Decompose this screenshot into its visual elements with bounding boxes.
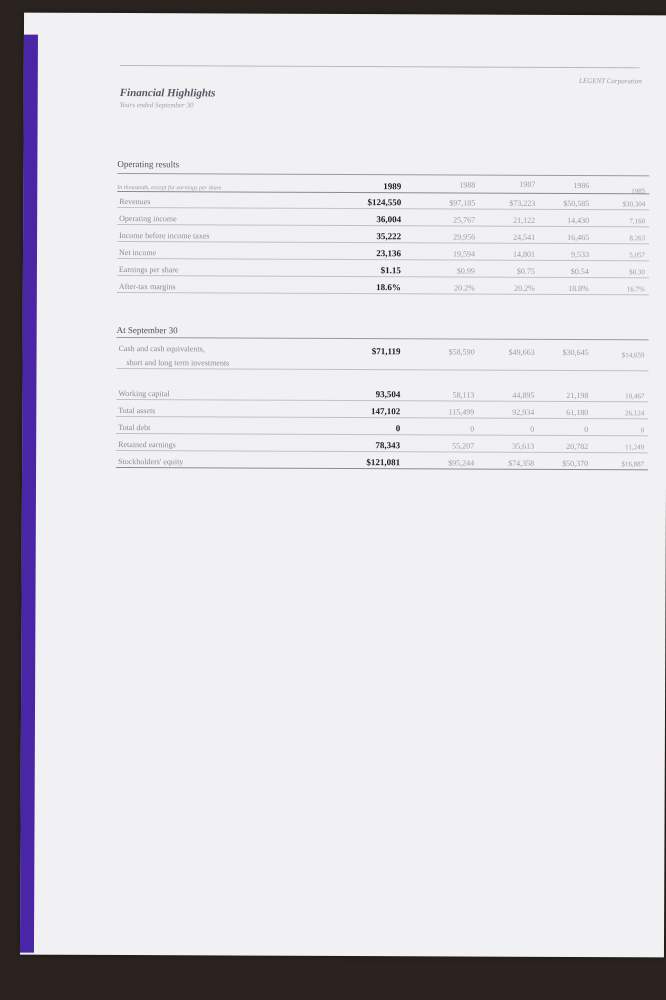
- value-1989: 78,343: [375, 440, 401, 451]
- value-1985: 8,263: [629, 234, 646, 243]
- value-1987: 44,895: [512, 390, 535, 400]
- table-row: [117, 227, 649, 244]
- value-1988: 29,956: [453, 232, 476, 242]
- year-header: 1987: [519, 179, 536, 189]
- row-label: Total assets: [118, 406, 156, 416]
- value-1985: 7,160: [629, 217, 646, 226]
- value-1987: $73,223: [509, 198, 536, 208]
- value-1987: 14,801: [512, 249, 536, 259]
- value-1986: 18.8%: [568, 283, 589, 294]
- value-1985: 5,057: [629, 251, 646, 260]
- value-1985: 26,124: [625, 409, 645, 418]
- value-1987: $49,663: [508, 347, 535, 357]
- value-1985: $0.30: [629, 268, 645, 277]
- value-1986: 14,430: [567, 215, 590, 226]
- value-1989: $1.15: [380, 265, 401, 276]
- table-row: [117, 261, 649, 278]
- value-1987: 21,122: [513, 215, 536, 225]
- table-row: [117, 340, 649, 371]
- balance-section-title: At September 30: [116, 325, 178, 336]
- row-label: Net income: [118, 248, 157, 258]
- value-1986: $50,370: [562, 458, 589, 469]
- row-label: After-tax margins: [118, 282, 176, 292]
- year-header-row: [117, 177, 649, 194]
- value-1986: 16,465: [567, 232, 590, 243]
- value-1989: $121,081: [366, 457, 401, 468]
- row-label: Income before income taxes: [119, 231, 210, 241]
- value-1988: 19,594: [452, 249, 476, 259]
- row-label: Retained earnings: [118, 440, 176, 450]
- row-label: Operating income: [119, 214, 177, 224]
- row-label: Revenues: [119, 197, 151, 207]
- table-row: [116, 402, 648, 419]
- value-1989: 36,004: [376, 214, 402, 225]
- operating-section-rule: [117, 173, 649, 176]
- value-1985: 11,249: [625, 443, 645, 452]
- value-1988: $97,185: [449, 198, 476, 208]
- value-1987: 92,934: [512, 407, 535, 417]
- top-rule: [120, 65, 640, 68]
- table-row: [116, 385, 648, 402]
- table-row: [117, 210, 649, 227]
- value-1988: $95,244: [448, 458, 475, 468]
- value-1988: 115,499: [448, 407, 475, 417]
- value-1985: $30,304: [622, 200, 646, 209]
- value-1989: 18.6%: [376, 282, 401, 293]
- table-row: [116, 419, 648, 436]
- value-1986: 61,180: [566, 407, 589, 418]
- value-1986: 20,782: [566, 441, 589, 452]
- table-row: [117, 244, 649, 261]
- value-1988: $0.99: [456, 266, 475, 276]
- value-1986: $30,645: [562, 347, 589, 358]
- value-1989: 93,504: [375, 389, 401, 400]
- report-page: [20, 13, 666, 958]
- value-1987: 0: [530, 424, 535, 434]
- value-1988: 25,767: [453, 215, 476, 225]
- value-1989: 23,136: [376, 248, 402, 259]
- value-1985: $16,887: [621, 460, 645, 469]
- page-title: Financial Highlights: [119, 87, 216, 100]
- value-1986: 9,533: [570, 249, 590, 260]
- row-label-continued: short and long term investments: [126, 358, 230, 368]
- value-1988: 58,113: [452, 390, 475, 400]
- value-1986: $50,585: [563, 198, 590, 209]
- value-1986: $0.54: [570, 266, 589, 277]
- value-1987: $74,358: [508, 458, 535, 468]
- operating-section-title: Operating results: [117, 159, 180, 170]
- year-header: 1986: [573, 180, 590, 191]
- table-row: [117, 278, 649, 295]
- value-1987: 24,541: [513, 232, 536, 242]
- value-1989: 35,222: [376, 231, 402, 242]
- value-1988: $58,590: [448, 347, 475, 357]
- value-1987: 35,613: [512, 441, 535, 451]
- value-1989: $71,119: [371, 346, 401, 357]
- value-1986: 21,198: [566, 390, 589, 401]
- value-1989: 0: [395, 423, 401, 434]
- value-1986: 0: [584, 425, 589, 435]
- value-1985: 0: [640, 426, 645, 435]
- value-1985: 16.7%: [626, 285, 645, 294]
- value-1985: $14,659: [621, 351, 645, 360]
- unit-note: In thousands, except for earnings per share: [117, 185, 222, 192]
- value-1988: 0: [470, 424, 475, 434]
- table-row: [117, 193, 649, 210]
- table-row: [116, 453, 648, 470]
- value-1988: 20.2%: [454, 283, 475, 293]
- value-1989: $124,550: [367, 197, 402, 208]
- year-header: 1985: [631, 187, 646, 196]
- year-header: 1989: [383, 181, 402, 192]
- binding-spine: [20, 35, 38, 953]
- value-1987: $0.75: [516, 266, 535, 276]
- row-label: Working capital: [118, 389, 170, 399]
- row-label: Earnings per share: [118, 265, 179, 275]
- value-1987: 20.2%: [514, 283, 535, 293]
- row-label: Cash and cash equivalents,: [118, 344, 205, 354]
- value-1985: 10,467: [625, 392, 645, 401]
- table-row: [116, 436, 648, 453]
- value-1989: 147,102: [371, 406, 401, 417]
- page-subtitle: Years ended September 30: [119, 101, 194, 110]
- corporation-name: LEGENT Corporation: [579, 77, 642, 86]
- row-label: Total debt: [118, 423, 151, 433]
- value-1988: 55,207: [452, 441, 475, 451]
- year-header: 1988: [459, 180, 476, 190]
- row-label: Stockholders' equity: [118, 457, 184, 467]
